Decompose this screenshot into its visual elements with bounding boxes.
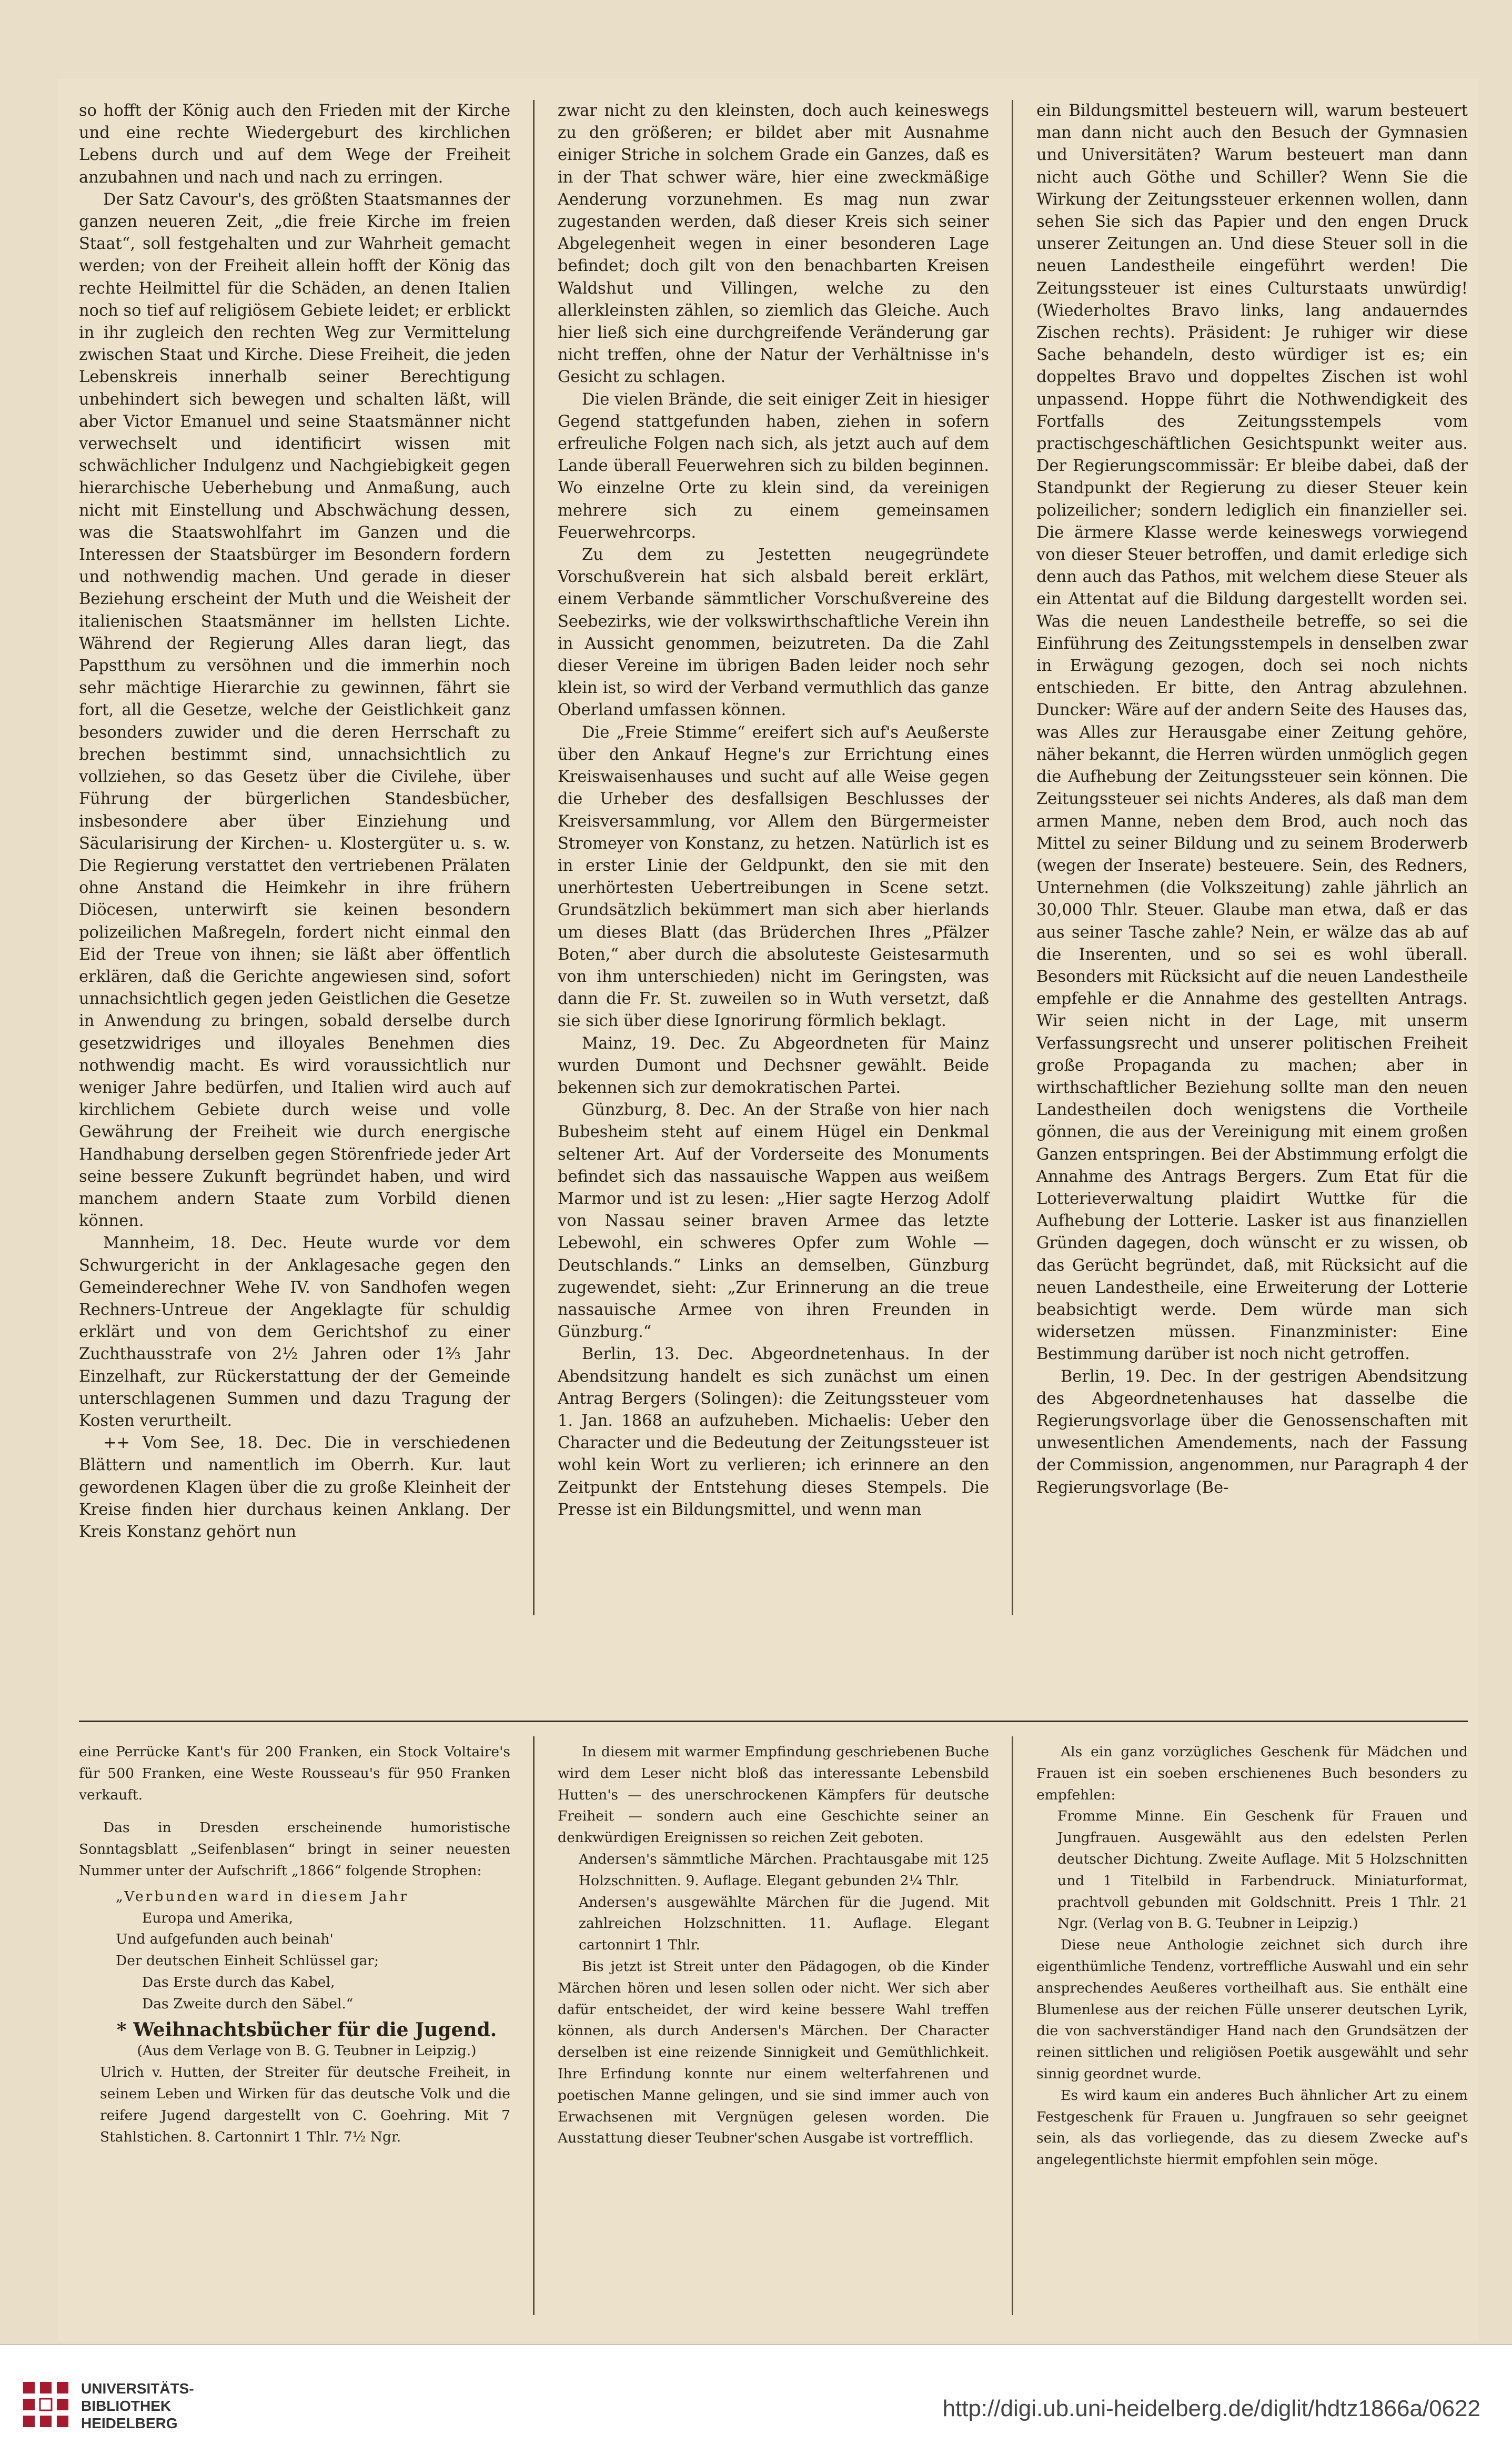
viewer-footer <box>0 2344 1512 2464</box>
paragraph: Der Satz Cavour's, des größten Staatsmannes der ganzen neueren Zeit, „die freie Kirche im freien Staat“, soll festgehalten und zur Wahrheit gemacht werden; von der Freiheit allein hofft der König das rechte Heilmittel für die Schäden, an denen Italien noch so tief auf religiösem Gebiete leidet; er erblickt in ihr zugleich den rechten Weg zur Vermittelung zwischen Staat und Kirche. Diese Freiheit, die jeden Lebenskreis innerhalb seiner Berechtigung unbehindert sich bewegen und schalten läßt, will aber Victor Emanuel und seine Staatsmänner nicht verwechselt und identificirt wissen mit schwächlicher Indulgenz und Nachgiebigkeit gegen hierarchische Ueberhebung und Anmaßung, auch nicht mit Einstellung und Abschwächung dessen, was die Staatswohlfahrt im Ganzen und die Interessen der Staatsbürger im Besondern fordern und nothwendig machen. Und gerade in dieser Beziehung erscheint der Muth und die Weisheit der italienischen Staatsmänner im hellsten Lichte. Während der Regierung Alles daran liegt, das Papstthum zu versöhnen und die immerhin noch sehr mächtige Hierarchie zu gewinnen, fährt sie fort, all die Gesetze, welche der Geistlichkeit ganz besonders zuwider und die deren Herrschaft zu brechen bestimmt sind, unnachsichtlich zu vollziehen, so das Gesetz über die Civilehe, über Führung der bürgerlichen Standesbücher, insbesondere aber über Einziehung und Säcularisirung der Kirchen- u. Klostergüter u. s. w. Die Regierung verstattet den vertriebenen Prälaten ohne Anstand die Heimkehr in ihre frühern Diöcesen, unterwirft sie keinen besondern polizeilichen Maßregeln, fordert nicht einmal den Eid der Treue von ihnen; sie läßt aber öffentlich erklären, daß die Gerichte angewiesen sind, sofort unnachsichtlich gegen jeden Geistlichen die Gesetze in Anwendung zu bringen, sobald derselbe durch gesetzwidriges und illoyales Benehmen dies nothwendig macht. Es wird voraussichtlich nur weniger Jahre bedürfen, und Italien wird auch auf kirchlichem Gebiete durch weise und volle Gewährung der Freiheit wie durch energische Handhabung derselben gegen Störenfriede jeder Art seine bessere Zukunft begründet haben, und wird manchem andern Staate zum Vorbild dienen können. <box>79 190 510 1231</box>
paragraph: eine Perrücke Kant's für 200 Franken, ein Stock Voltaire's für 500 Franken, eine Weste Rousseau's für 950 Franken verkauft. <box>79 1744 510 1803</box>
paragraph: Die „Freie Stimme“ ereifert sich auf's Aeußerste über den Ankauf Hegne's zur Errichtung eines Kreiswaisenhauses und sucht auf alle Weise gegen die Urheber des desfallsigen Beschlusses der Kreisversammlung, vor Allem den Bürgermeister Stromeyer von Konstanz, zu hetzen. Natürlich ist es in erster Linie der Geldpunkt, den sie mit den unerhörtesten Uebertreibungen in Scene setzt. Grundsätzlich bekümmert man sich aber hierlands um dieses Blatt (das Brüderchen Ihres „Pfälzer Boten,“ aber durch die absoluteste Geistesarmuth von ihm unterschieden) nicht im Geringsten, was dann die Fr. St. zuweilen so in Wuth versetzt, daß sie sich über diese Ignorirung förmlich beklagt. <box>558 723 989 1031</box>
column-divider <box>533 1736 535 2315</box>
paragraph: In diesem mit warmer Empfindung geschriebenen Buche wird dem Leser nicht bloß das interessante Lebensbild Hutten's — des unerschrockenen Kämpfers für deutsche Freiheit — sondern auch eine Geschichte seiner an denkwürdigen Ereignissen so reichen Zeit geboten. <box>558 1744 989 1846</box>
poem-line: Und aufgefunden auch beinah' <box>116 1931 334 1948</box>
library-logo-icon <box>21 2380 70 2429</box>
poem-line: „Verbunden ward in diesem Jahr <box>116 1888 409 1905</box>
column-divider <box>533 100 535 1615</box>
poem-line: Das Zweite durch den Säbel.“ <box>142 1995 354 2012</box>
library-name-line: HEIDELBERG <box>81 2415 178 2431</box>
poem-line: Der deutschen Einheit Schlüssel gar; <box>116 1953 379 1969</box>
column-1 <box>79 100 510 1543</box>
permalink[interactable]: http://digi.ub.uni-heidelberg.de/diglit/hdtz1866a/0622 <box>942 2396 1480 2421</box>
paragraph: Bis jetzt ist Streit unter den Pädagogen, ob die Kinder Märchen hören und lesen sollen oder nicht. Wer sich aber dafür entscheidet, der wird keine bessere Wahl treffen können, als durch Andersen's Märchen. Der Character derselben ist eine reizende Sinnigkeit und Gemüthlichkeit. Ihre Erfindung konnte nur einem welterfahrenen und poetischen Manne gelingen, und sie sind immer auch von Erwachsenen mit Vergnügen gelesen worden. Die Ausstattung dieser Teubner'schen Ausgabe ist vortrefflich. <box>558 1958 989 2147</box>
column-divider <box>1012 100 1013 1615</box>
paragraph: Zu dem zu Jestetten neugegründete Vorschußverein hat sich alsbald bereit erklärt, einem Verbande sämmtlicher Vorschußvereine des Seebezirks, wie der volkswirthschaftliche Verein ihn in Aussicht genommen, beizutreten. Da die Zahl dieser Vereine im übrigen Baden leider noch sehr klein ist, so wird der Verband vermuthlich das ganze Oberland umfassen können. <box>558 546 989 720</box>
column-3 <box>1036 100 1468 1499</box>
book-entry: Ulrich v. Hutten, der Streiter für deutsche Freiheit, in seinem Leben und Wirken für das deutsche Volk und die reifere Jugend dargestellt von C. Goehring. Mit 7 Stahlstichen. 8. Cartonnirt 1 Thlr. 7½ Ngr. <box>100 2064 510 2145</box>
bottom-column-2 <box>558 1742 989 2149</box>
poem-line: Das Erste durch das Kabel, <box>142 1974 335 1990</box>
library-name-line: UNIVERSITÄTS- <box>81 2380 194 2397</box>
poem <box>116 1886 510 2015</box>
library-name-line: BIBLIOTHEK <box>81 2398 172 2414</box>
news-item-mainz: Mainz, 19. Dec. Zu Abgeordneten für Mainz wurden Dumont und Dechsner gewählt. Beide bekennen sich zur demokratischen Partei. <box>558 1034 989 1097</box>
news-item-guenzburg: Günzburg, 8. Dec. An der Straße von hier nach Bubesheim steht auf einem Hügel ein Denkmal seltener Art. Auf der Vorderseite des Monuments befindet sich das nassauische Wappen aus weißem Marmor und ist zu lesen: „Hier sagte Herzog Adolf von Nassau seiner braven Armee das letzte Lebewohl, ein schweres Opfer zum Wohle — Deutschlands.“ Links an demselben, Günzburg zugewendet, sieht: „Zur Erinnerung an die treue nassauische Armee von ihren Freunden in Günzburg.“ <box>558 1101 989 1342</box>
paragraph: Es wird kaum ein anderes Buch ähnlicher Art zu einem Festgeschenk für Frauen u. Jungfrauen so sehr geeignet sein, als das vorliegende, das zu diesem Zwecke auf's angelegentlichste hiermit empfohlen sein möge. <box>1036 2087 1468 2168</box>
section-heading: * Weihnachtsbücher für die Jugend. <box>116 2018 497 2041</box>
library-name <box>81 2380 194 2432</box>
paragraph: so hofft der König auch den Frieden mit der Kirche und eine rechte Wiedergeburt des kirchlichen Lebens durch und auf dem Wege der Freiheit anzubahnen und nach und nach zu erringen. <box>79 102 510 187</box>
paragraph: Das in Dresden erscheinende humoristische Sonntagsblatt „Seifenblasen“ bringt in seiner neuesten Nummer unter der Aufschrift „1866“ folgende Strophen: <box>79 1819 510 1879</box>
news-item-berlin-13: Berlin, 13. Dec. Abgeordnetenhaus. In der Abendsitzung handelt es sich zunächst um einen Antrag Bergers (Solingen): die Zeitungssteuer vom 1. Jan. 1868 an aufzuheben. Michaelis: Ueber den Character und die Bedeutung der Zeitungssteuer ist wohl kein Wort zu verlieren; ich erinnere an den Zeitpunkt der Entstehung dieses Stempels. Die Presse ist ein Bildungsmittel, und wenn man <box>558 1345 989 1519</box>
book-entry: Andersen's sämmtliche Märchen. Prachtausgabe mit 125 Holzschnitten. 9. Auflage. Elegant gebunden 2¼ Thlr. <box>579 1850 989 1889</box>
news-item-vom-see: ++ Vom See, 18. Dec. Die in verschiedenen Blättern und namentlich im Oberrh. Kur. laut gewordenen Klagen über die zu große Kleinheit der Kreise finden hier durchaus keinen Anklang. Der Kreis Konstanz gehört nun <box>79 1434 510 1541</box>
bottom-column-1 <box>79 1742 510 2148</box>
bottom-column-3 <box>1036 1742 1468 2171</box>
section-subheading: (Aus dem Verlage von B. G. Teubner in Leipzig.) <box>137 2043 477 2059</box>
section-divider <box>79 1721 1468 1722</box>
news-item-mannheim: Mannheim, 18. Dec. Heute wurde vor dem Schwurgericht in der Anklagesache gegen den Gemeinderechner Wehe IV. von Sandhofen wegen Rechners-Untreue der Angeklagte für schuldig erklärt und von dem Gerichtshof zu einer Zuchthausstrafe von 2½ Jahren oder 1⅔ Jahr Einzelhaft, zur Rückerstattung der der Gemeinde unterschlagenen Summen und dazu Tragung der Kosten verurtheilt. <box>79 1234 510 1430</box>
paragraph: zwar nicht zu den kleinsten, doch auch keineswegs zu den größeren; er bildet aber mit Ausnahme einiger Striche in solchem Grade ein Ganzes, daß es in der That schwer wäre, hier eine zweckmäßige Aenderung vorzunehmen. Es mag nun zwar zugestanden werden, daß dieser Kreis sich seiner Abgelegenheit wegen in einer besonderen Lage befindet; doch gilt von den benachbarten Kreisen Waldshut und Villingen, welche zu den allerkleinsten zählen, so ziemlich das Gleiche. Auch hier ließ sich eine durchgreifende Veränderung gar nicht treffen, ohne der Natur der Verhältnisse in's Gesicht zu schlagen. <box>558 102 989 387</box>
newspaper-page <box>58 79 1478 2341</box>
paragraph: Diese neue Anthologie zeichnet sich durch ihre eigenthümliche Tendenz, vortreffliche Auswahl und ein sehr ansprechendes Aeußeres vortheilhaft aus. Sie enthält eine Blumenlese aus der reichen Fülle unserer deutschen Lyrik, die von sachverständiger Hand nach den Grundsätzen der reinen sittlichen und religiösen Poetik ausgewählt und sehr sinnig geordnet wurde. <box>1036 1937 1468 2082</box>
paragraph: Als ein ganz vorzügliches Geschenk für Mädchen und Frauen ist ein soeben erschienenes Buch besonders zu empfehlen: <box>1036 1744 1468 1803</box>
book-entry: Fromme Minne. Ein Geschenk für Frauen und Jungfrauen. Ausgewählt aus den edelsten Perlen deutscher Dichtung. Zweite Auflage. Mit 5 Holzschnitten und 1 Titelbild in Farbendruck. Miniaturformat, prachtvoll gebunden mit Goldschnitt. Preis 1 Thlr. 21 Ngr. (Verlag von B. G. Teubner in Leipzig.) <box>1057 1808 1468 1932</box>
book-entry: Andersen's ausgewählte Märchen für die Jugend. Mit zahlreichen Holzschnitten. 11. Auflage. Elegant cartonnirt 1 Thlr. <box>579 1894 989 1954</box>
paragraph: ein Bildungsmittel besteuern will, warum besteuert man dann nicht auch den Besuch der Gymnasien und Universitäten? Warum besteuert man dann nicht auch Göthe und Schiller? Wenn Sie die Wirkung der Zeitungssteuer erkennen wollen, dann sehen Sie sich das Papier und den engen Druck unserer Zeitungen an. Und diese Steuer soll in die neuen Landestheile eingeführt werden! Die Zeitungssteuer ist eines Culturstaats unwürdig! (Wiederholtes Bravo links, lang andauerndes Zischen rechts). Präsident: Je ruhiger wir diese Sache behandeln, desto würdiger ist es; ein doppeltes Bravo und doppeltes Zischen ist wohl unpassend. Hoppe führt die Nothwendigkeit des Fortfalls des Zeitungsstempels vom practischgeschäftlichen Gesichtspunkt weiter aus. Der Regierungscommissär: Er bleibe dabei, daß der Standpunkt der Regierung zu dieser Steuer kein polizeilicher; sondern lediglich ein finanzieller sei. Die ärmere Klasse werde keineswegs vorwiegend von dieser Steuer betroffen, und damit erledige sich denn auch das Pathos, mit welchem diese Steuer als ein Attentat auf die Bildung dargestellt worden sei. Was die neuen Landestheile betreffe, so sei die Einführung des Zeitungsstempels in denselben zwar in Erwägung gezogen, doch sei noch nichts entschieden. Er bitte, den Antrag abzulehnen. Duncker: Wäre auf der andern Seite des Hauses das, was Alles zur Herausgabe einer Zeitung gehöre, näher bekannt, die Herren würden unmöglich gegen die Aufhebung der Zeitungssteuer sein können. Die Zeitungssteuer sei nichts Anderes, als daß man dem armen Manne, neben dem Brod, auch noch das Mittel zu seiner Bildung und zu seinem Broderwerb (wegen der Inserate) besteuere. Sein, des Redners, Unternehmen (die Volkszeitung) zahle jährlich an 30,000 Thlr. Steuer. Glaube man etwa, daß er das aus seiner Tasche zahle? Nein, er wälze das ab auf die Inserenten, und so sei es wohl überall. Besonders mit Rücksicht auf die neuen Landestheile empfehle er die Annahme des gestellten Antrags. Wir seien nicht in der Lage, mit unserm Verfassungsrecht und unserer politischen Freiheit große Propaganda zu machen; aber in wirthschaftlicher Beziehung sollte man den neuen Landestheilen doch wenigstens die Vortheile gönnen, die aus der Vereinigung mit einem großen Ganzen entspringen. Bei der Abstimmung erfolgt die Annahme des Antrags Bergers. Zum Etat für die Lotterieverwaltung plaidirt Wuttke für die Aufhebung der Lotterie. Lasker ist aus finanziellen Gründen dagegen, doch wünscht er zu wissen, ob das Gerücht begründet, daß, mit Rücksicht auf die neuen Landestheile, eine Erweiterung der Lotterie beabsichtigt werde. Dem würde man sich widersetzen müssen. Finanzminister: Eine Bestimmung darüber ist noch nicht getroffen. <box>1036 102 1468 1364</box>
column-divider <box>1012 1736 1013 2315</box>
column-2 <box>558 100 989 1521</box>
paragraph: Die vielen Brände, die seit einiger Zeit in hiesiger Gegend stattgefunden haben, ziehen in sofern erfreuliche Folgen nach sich, als jetzt auch auf dem Lande überall Feuerwehren sich zu bilden beginnen. Wo einzelne Orte zu klein sind, da vereinigen mehrere sich zu einem gemeinsamen Feuerwehrcorps. <box>558 390 989 542</box>
poem-line: Europa und Amerika, <box>142 1909 294 1926</box>
news-item-berlin-19: Berlin, 19. Dec. In der gestrigen Abendsitzung des Abgeordnetenhauses hat dasselbe die Regierungsvorlage über die Genossenschaften mit unwesentlichen Amendements, nach der Fassung der Commission, angenommen, nur Paragraph 4 der Regierungsvorlage (Be- <box>1036 1367 1468 1497</box>
